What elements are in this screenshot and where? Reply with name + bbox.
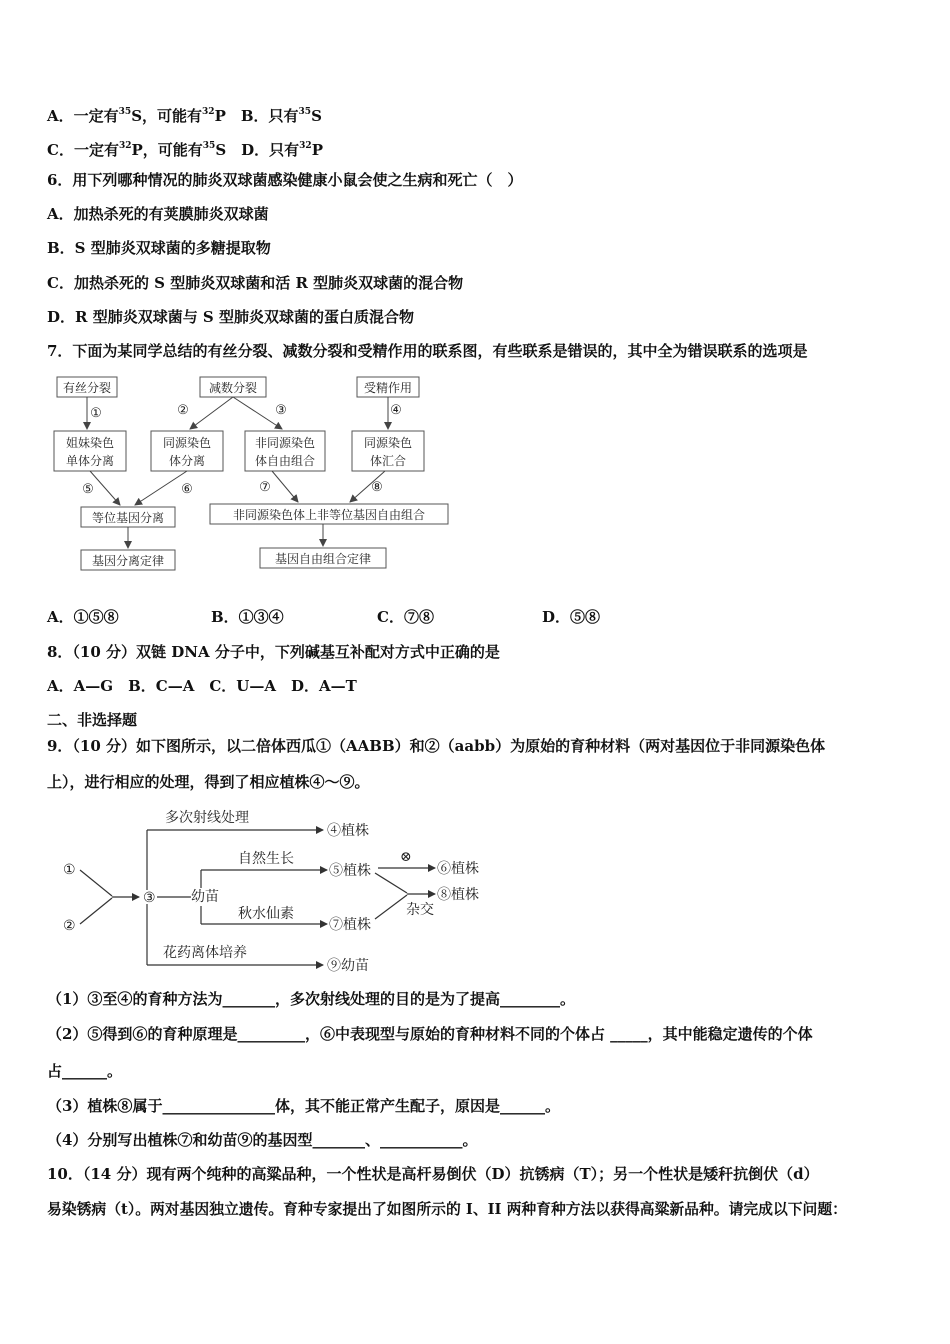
q7-option-b: B．①③④ (211, 608, 284, 626)
label-natural-growth: 自然生长 (238, 851, 294, 867)
seedling-label: 幼苗 (191, 889, 219, 905)
plant-4: ④植株 (327, 823, 369, 839)
q6-option-c: C．加热杀死的 S 型肺炎双球菌和活 R 型肺炎双球菌的混合物 (47, 274, 464, 292)
plant-7: ⑦植株 (329, 917, 371, 933)
seedling-9: ⑨幼苗 (327, 958, 369, 974)
box-homolog-join-line2: 体汇合 (369, 454, 407, 468)
box-fertilization: 受精作用 (363, 381, 413, 395)
selfing-symbol: ⊗ (400, 849, 412, 865)
label-6: ⑥ (181, 482, 193, 497)
q7-stem: 7．下面为某同学总结的有丝分裂、减数分裂和受精作用的联系图，有些联系是错误的，其中全为错误联系的选项是 (47, 342, 808, 360)
label-cross: 杂交 (406, 902, 434, 918)
plant-6: ⑥植株 (437, 861, 479, 877)
q8-stem: 8．（10 分）双链 DNA 分子中，下列碱基互补配对方式中正确的是 (47, 643, 500, 661)
box-homolog-sep-line1: 同源染色 (162, 436, 212, 450)
label-2: ② (177, 403, 189, 418)
box-nonhomolog-line2: 体自由组合 (254, 454, 316, 468)
parent-1: ① (63, 862, 76, 878)
box-law-independent: 基因自由组合定律 (274, 552, 372, 566)
q6-stem: 6．用下列哪种情况的肺炎双球菌感染健康小鼠会使之生病和死亡（ ） (47, 171, 523, 189)
q5-line-ab: A．一定有$^{35}$S，可能有$^{32}$P B．只有$^{35}$S (47, 107, 322, 125)
q8-options: A．A—G B．C—A C．U—A D．A—T (47, 677, 357, 695)
box-homolog-sep-line2: 体分离 (168, 454, 206, 468)
q10-stem-line2: 易染锈病（t）。两对基因独立遗传。育种专家提出了如图所示的 I、II 两种育种方法以获得高粱新品种。请完成以下问题： (47, 1201, 847, 1218)
q9-stem-line1: 9．（10 分）如下图所示，以二倍体西瓜①（AABB）和②（aabb）为原始的育种材料（两对基因位于非同源染色体 (47, 737, 826, 755)
plant-5: ⑤植株 (329, 863, 371, 879)
q7-diagram (50, 372, 460, 577)
plant-8: ⑧植株 (437, 887, 479, 903)
q9-stem-line2: 上），进行相应的处理，得到了相应植株④～⑨。 (47, 773, 370, 791)
label-3: ③ (275, 403, 287, 418)
label-7: ⑦ (259, 480, 271, 495)
q7-option-d: D．⑤⑧ (542, 608, 601, 626)
hybrid-3: ③ (143, 890, 156, 906)
q5-line-cd: C．一定有$^{32}$P，可能有$^{35}$S D．只有$^{32}$P (47, 141, 323, 159)
label-8: ⑧ (371, 480, 383, 495)
box-law-segregation: 基因分离定律 (91, 554, 165, 568)
box-allele-segregation: 等位基因分离 (91, 511, 165, 525)
q7-option-a: A．①⑤⑧ (47, 608, 119, 626)
box-homolog-join-line1: 同源染色 (363, 436, 413, 450)
q9-sub3: （3）植株⑧属于_______________体，其不能正常产生配子，原因是______。 (47, 1097, 560, 1115)
label-5: ⑤ (82, 482, 94, 497)
q10-stem-line1: 10．（14 分）现有两个纯种的高粱品种，一个性状是高杆易倒伏（D）抗锈病（T）；另一个性状是矮秆抗倒伏（d） (47, 1165, 819, 1183)
q6-option-b: B．S 型肺炎双球菌的多糖提取物 (47, 239, 271, 257)
q9-diagram (55, 800, 515, 980)
box-nonallele-assortment: 非同源染色体上非等位基因自由组合 (232, 508, 426, 522)
section-title: 二、非选择题 (47, 711, 138, 729)
box-sister-line2: 单体分离 (65, 454, 115, 468)
box-mitosis: 有丝分裂 (62, 381, 112, 395)
q9-sub1: （1）③至④的育种方法为_______，多次射线处理的目的是为了提高________。 (47, 990, 575, 1008)
label-anther-culture: 花药离体培养 (163, 945, 247, 961)
label-colchicine: 秋水仙素 (238, 906, 294, 922)
q9-sub4: （4）分别写出植株⑦和幼苗⑨的基因型_______、___________。 (47, 1131, 478, 1149)
box-sister-line1: 姐妹染色 (65, 436, 115, 450)
box-nonhomolog-line1: 非同源染色 (254, 436, 316, 450)
q7-option-c: C．⑦⑧ (377, 608, 434, 626)
q6-option-a: A．加热杀死的有荚膜肺炎双球菌 (47, 205, 269, 223)
label-4: ④ (390, 403, 402, 418)
label-radiation: 多次射线处理 (165, 810, 249, 826)
box-meiosis: 减数分裂 (208, 381, 258, 395)
q6-option-d: D．R 型肺炎双球菌与 S 型肺炎双球菌的蛋白质混合物 (47, 308, 414, 326)
label-1: ① (90, 406, 102, 421)
parent-2: ② (63, 918, 76, 934)
q9-sub2-line2: 占______。 (47, 1062, 123, 1080)
q9-sub2-line1: （2）⑤得到⑥的育种原理是_________，⑥中表现型与原始的育种材料不同的个体占 _____，其中能稳定遗传的个体 (47, 1025, 813, 1043)
